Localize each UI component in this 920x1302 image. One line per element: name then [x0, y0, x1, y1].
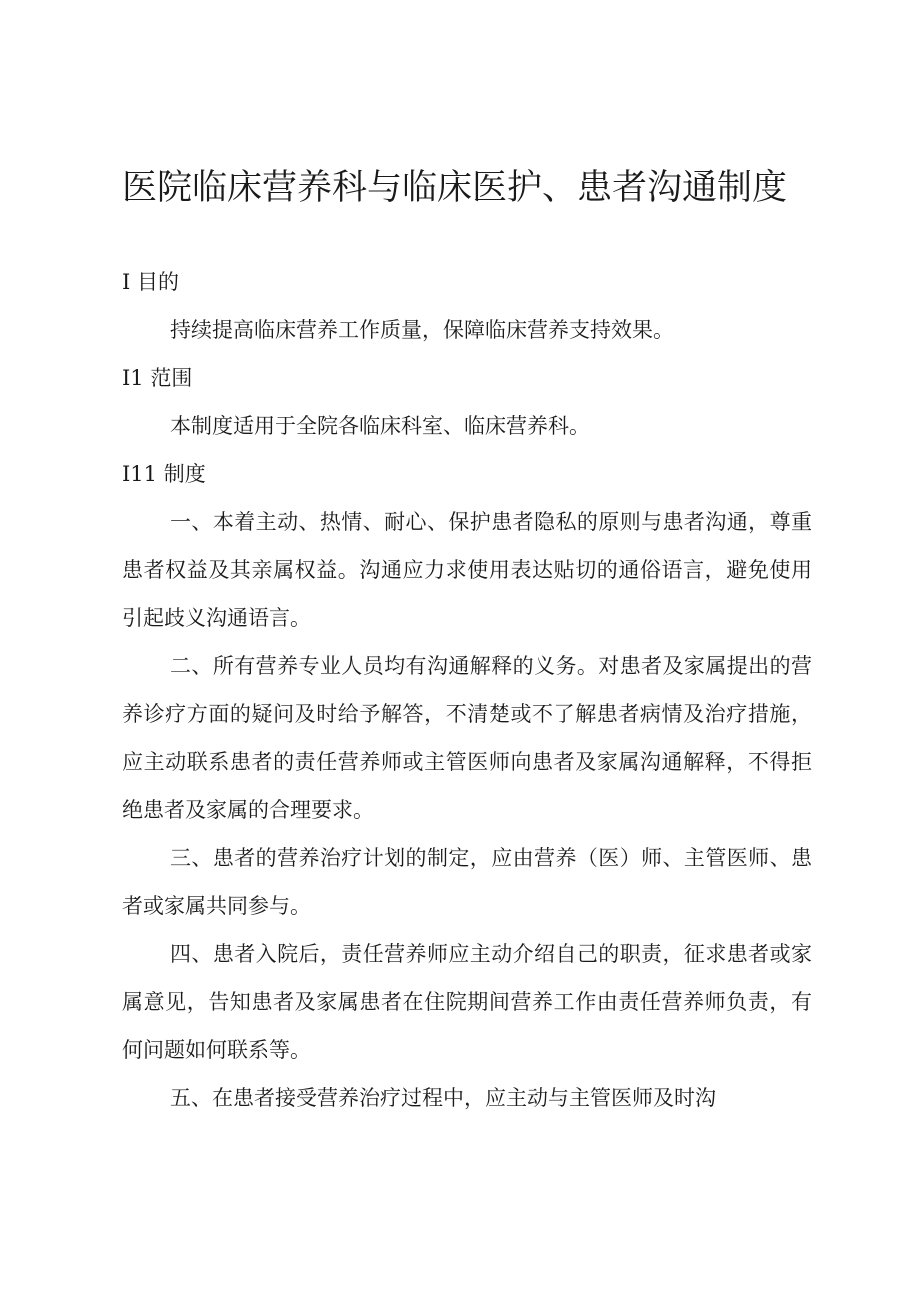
paragraph-rule-4: 四、患者入院后，责任营养师应主动介绍自己的职责，征求患者或家属意见，告知患者及家属患者在住院期间营养工作由责任营养师负责，有何问题如何联系等。 — [122, 942, 812, 1062]
document-body — [122, 258, 812, 1122]
document-title: 医院临床营养科与临床医护、患者沟通制度 — [122, 168, 788, 208]
section-rules — [122, 450, 812, 1122]
section-scope — [122, 354, 812, 450]
section-heading: I11 制度 — [122, 462, 206, 486]
paragraph: 本制度适用于全院各临床科室、临床营养科。 — [170, 414, 590, 438]
paragraph-rule-2: 二、所有营养专业人员均有沟通解释的义务。对患者及家属提出的营养诊疗方面的疑问及时给予解答，不清楚或不了解患者病情及治疗措施，应主动联系患者的责任营养师或主管医师向患者及家属沟通解释，不得拒绝患者及家属的合理要求。 — [122, 654, 812, 822]
section-purpose — [122, 258, 812, 354]
paragraph: 持续提高临床营养工作质量，保障临床营养支持效果。 — [170, 318, 674, 342]
paragraph-rule-5: 五、在患者接受营养治疗过程中，应主动与主管医师及时沟 — [170, 1086, 716, 1110]
section-heading: I1 范围 — [122, 366, 193, 390]
paragraph-rule-3: 三、患者的营养治疗计划的制定，应由营养（医）师、主管医师、患者或家属共同参与。 — [122, 846, 812, 918]
section-heading: I 目的 — [122, 270, 179, 294]
paragraph-rule-1: 一、本着主动、热情、耐心、保护患者隐私的原则与患者沟通，尊重患者权益及其亲属权益。沟通应力求使用表达贴切的通俗语言，避免使用引起歧义沟通语言。 — [122, 510, 812, 630]
